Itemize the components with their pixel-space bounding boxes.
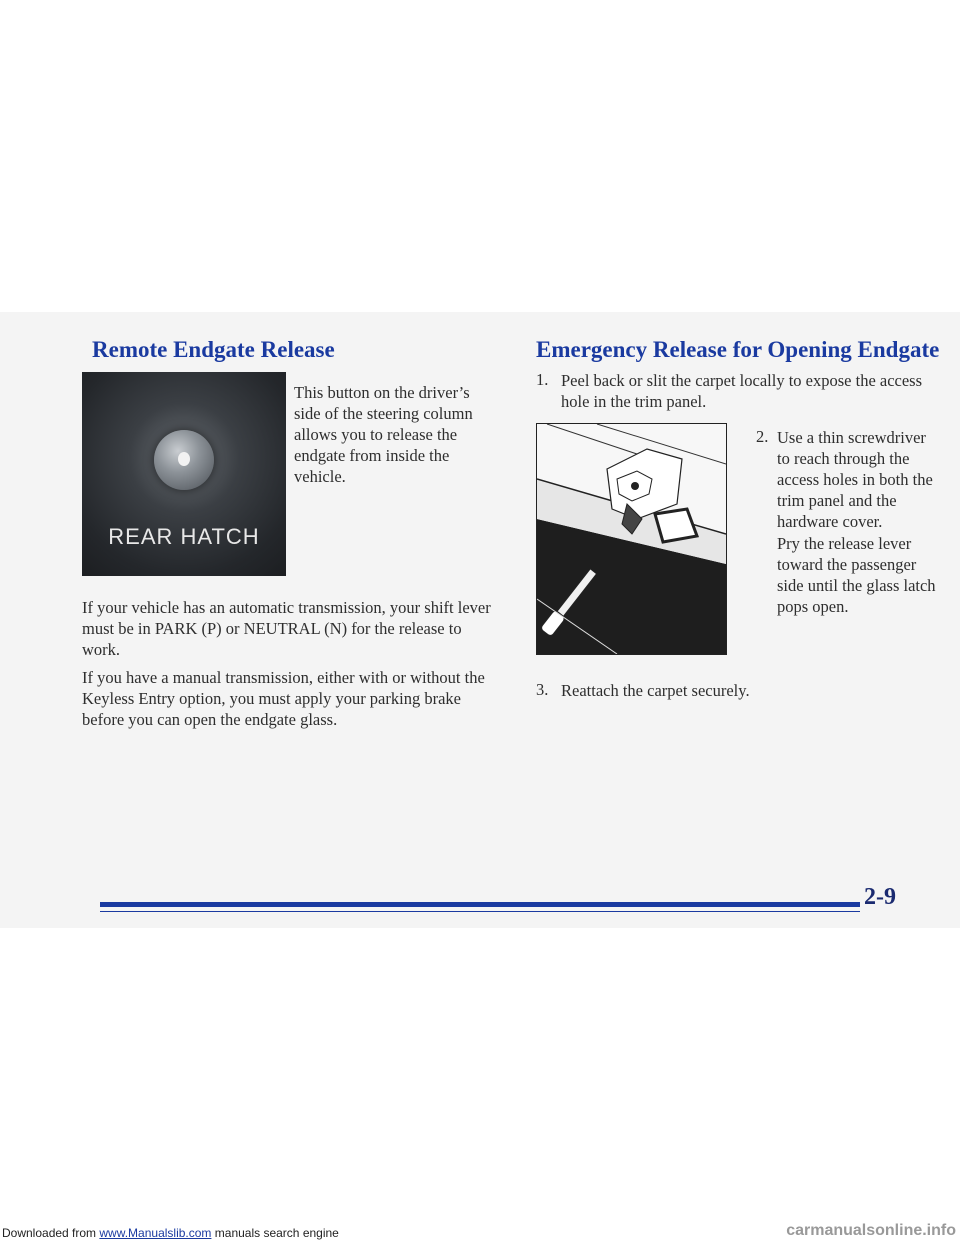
footer-rule-thin (100, 911, 860, 912)
watermark: carmanualsonline.info (786, 1222, 956, 1239)
download-suffix: manuals search engine (211, 1226, 339, 1240)
photo-label: REAR HATCH (108, 524, 260, 549)
footer-rule-thick (100, 902, 860, 907)
step-2-text: Use a thin screwdriver to reach through the access holes in both the trim panel and the hardware cover. (777, 428, 933, 531)
intro-text: This button on the driver’s side of the steering column allows you to release the endgate from inside the vehicle. (294, 383, 473, 486)
paragraph-automatic: If your vehicle has an automatic transmission, your shift lever must be in PARK (P) or NEUTRAL (N) for the release to work. (82, 598, 491, 659)
heading-emergency-release: Emergency Release for Opening Endgate (536, 337, 940, 362)
download-footer (2, 1226, 339, 1240)
manualslib-link[interactable]: www.Manualslib.com (99, 1226, 212, 1240)
step-2-followup-text: Pry the release lever toward the passenger side until the glass latch pops open. (777, 534, 936, 616)
step-3-number: 3. (536, 680, 549, 699)
step-1-text: Peel back or slit the carpet locally to expose the access hole in the trim panel. (561, 371, 923, 411)
heading-remote-endgate-release: Remote Endgate Release (92, 337, 335, 362)
endgate-latch-illustration (536, 423, 727, 655)
step-2-number: 2. (756, 427, 769, 446)
latch-drawing (537, 424, 726, 654)
paragraph-manual: If you have a manual transmission, either with or without the Keyless Entry option, you must apply your parking brake before you can open the endgate glass. (82, 668, 485, 729)
step-3-text: Reattach the carpet securely. (561, 681, 750, 700)
download-prefix: Downloaded from (2, 1226, 100, 1240)
page-number: 2-9 (864, 884, 896, 910)
rear-hatch-button-photo (82, 372, 286, 576)
button-dot-icon (178, 452, 190, 466)
step-1-number: 1. (536, 370, 549, 389)
